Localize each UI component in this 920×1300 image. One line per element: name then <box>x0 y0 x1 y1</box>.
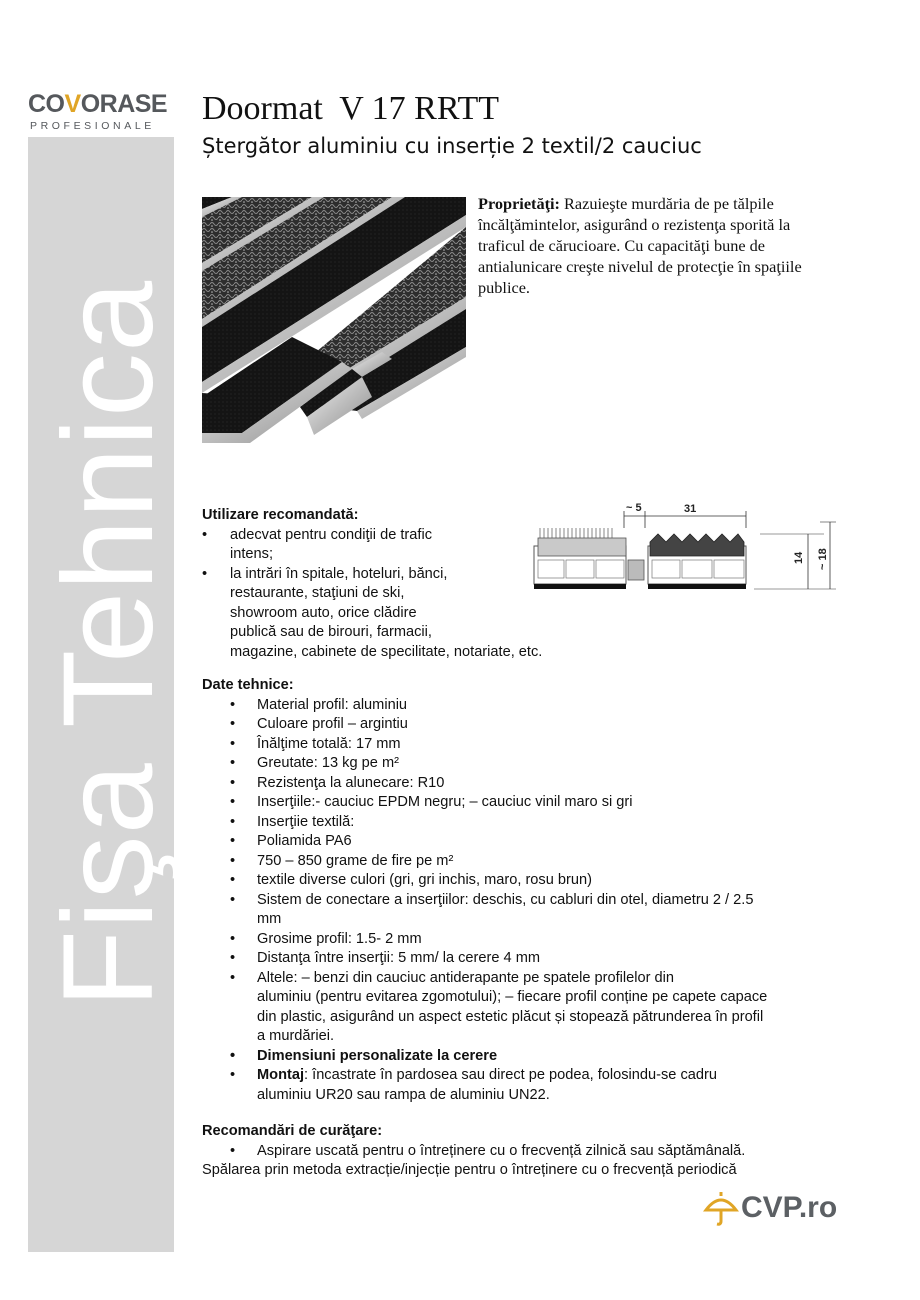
logo-accent-letter: V <box>64 90 81 118</box>
page-subtitle: Ștergător aluminiu cu inserție 2 textil/2 cauciuc <box>202 134 702 158</box>
tech-item: • Altele: – benzi din cauciuc antiderapante pe spatele profilelor din aluminiu (pentru evitarea zgomotului); – fiecare profil conține pe capete capace din plastic, asigurând un aspect estetic plăcut și stopează pătrunderea în profil a murdăriei. <box>202 969 862 1047</box>
properties-text: Razuieşte murdăria de pe tălpile încălţămintelor, asigurând o rezistenţa sporită la traficul de cărucioare. Cu capacităţi bune de antialunicare creşte nivelul de protecţie în spaţiile publice. <box>478 194 802 297</box>
cleaning-item: • Aspirare uscată pentru o întreținere cu o frecvență zilnică sau săptămânală. <box>202 1142 882 1162</box>
tech-item: • Poliamida PA6 <box>202 832 862 852</box>
tech-item: • Distanţa între inserţii: 5 mm/ la cerere 4 mm <box>202 949 862 969</box>
usage-item: • adecvat pentru condiţii de trafic intens; <box>202 526 642 565</box>
montaj-text: : încastrate în pardosea sau direct pe podea, folosindu-se cadru aluminiu UR20 sau rampa de aluminiu UN22. <box>257 1067 717 1103</box>
tech-item: • textile diverse culori (gri, gri inchis, maro, rosu brun) <box>202 871 862 891</box>
tech-item: • Inserţiile:- cauciuc EPDM negru; – cauciuc vinil maro si gri <box>202 793 862 813</box>
product-photo <box>202 197 466 459</box>
usage-heading: Utilizare recomandată: <box>202 507 359 523</box>
tech-item: • Sistem de conectare a inserţiilor: deschis, cu cabluri din otel, diametru 2 / 2.5 mm <box>202 891 862 930</box>
vertical-title: Fişa Tehnica <box>37 279 180 1008</box>
logo-sub-text: PROFESIONALE <box>30 120 155 132</box>
tech-item: • Greutate: 13 kg pe m² <box>202 754 862 774</box>
tech-item: • Material profil: aluminiu <box>202 696 862 716</box>
gap-dimension-label: ~ 5 <box>626 502 642 514</box>
total-height-dimension-label: ~ 18 <box>817 548 829 570</box>
page-title: Doormat V 17 RRTT <box>202 90 500 127</box>
tech-item: • 750 – 850 grame de fire pe m² <box>202 852 862 872</box>
usage-item: • la intrări în spitale, hoteluri, bănci, restaurante, staţiuni de ski, showroom auto, orice clădire publică sau de birouri, farmacii, magazine, cabinete de specilitate, notariate, etc. <box>202 565 642 663</box>
montaj-label: Montaj <box>257 1067 305 1083</box>
tech-item: • Grosime profil: 1.5- 2 mm <box>202 930 862 950</box>
tech-item: • Rezistenţa la alunecare: R10 <box>202 774 862 794</box>
tech-item-custom-dimensions: • Dimensiuni personalizate la cerere <box>202 1047 862 1067</box>
tech-item: • Inserţiie textilă: <box>202 813 862 833</box>
tech-heading: Date tehnice: <box>202 677 294 693</box>
properties-paragraph <box>478 193 840 298</box>
tech-list <box>202 696 862 1106</box>
height-dimension-label: 14 <box>793 551 805 564</box>
properties-label: Proprietăţi: <box>478 194 560 213</box>
width-dimension-label: 31 <box>684 503 697 515</box>
logo-main-text: COVORASE <box>28 90 168 118</box>
footer-logo-text: CVP.ro <box>741 1191 838 1224</box>
cleaning-section <box>202 1122 882 1181</box>
tech-section <box>202 676 862 1105</box>
tech-item-montaj <box>202 1066 862 1105</box>
cleaning-continuation: Spălarea prin metoda extracție/injecție pentru o întreținere cu o frecvență periodică <box>202 1162 737 1178</box>
tech-item: • Înălţime totală: 17 mm <box>202 735 862 755</box>
usage-list <box>202 526 642 663</box>
cleaning-heading: Recomandări de curăţare: <box>202 1123 383 1139</box>
brand-logo <box>28 92 176 132</box>
footer-logo <box>703 1190 863 1226</box>
usage-section <box>202 506 642 662</box>
tech-item: • Culoare profil – argintiu <box>202 715 862 735</box>
umbrella-icon <box>703 1190 739 1226</box>
